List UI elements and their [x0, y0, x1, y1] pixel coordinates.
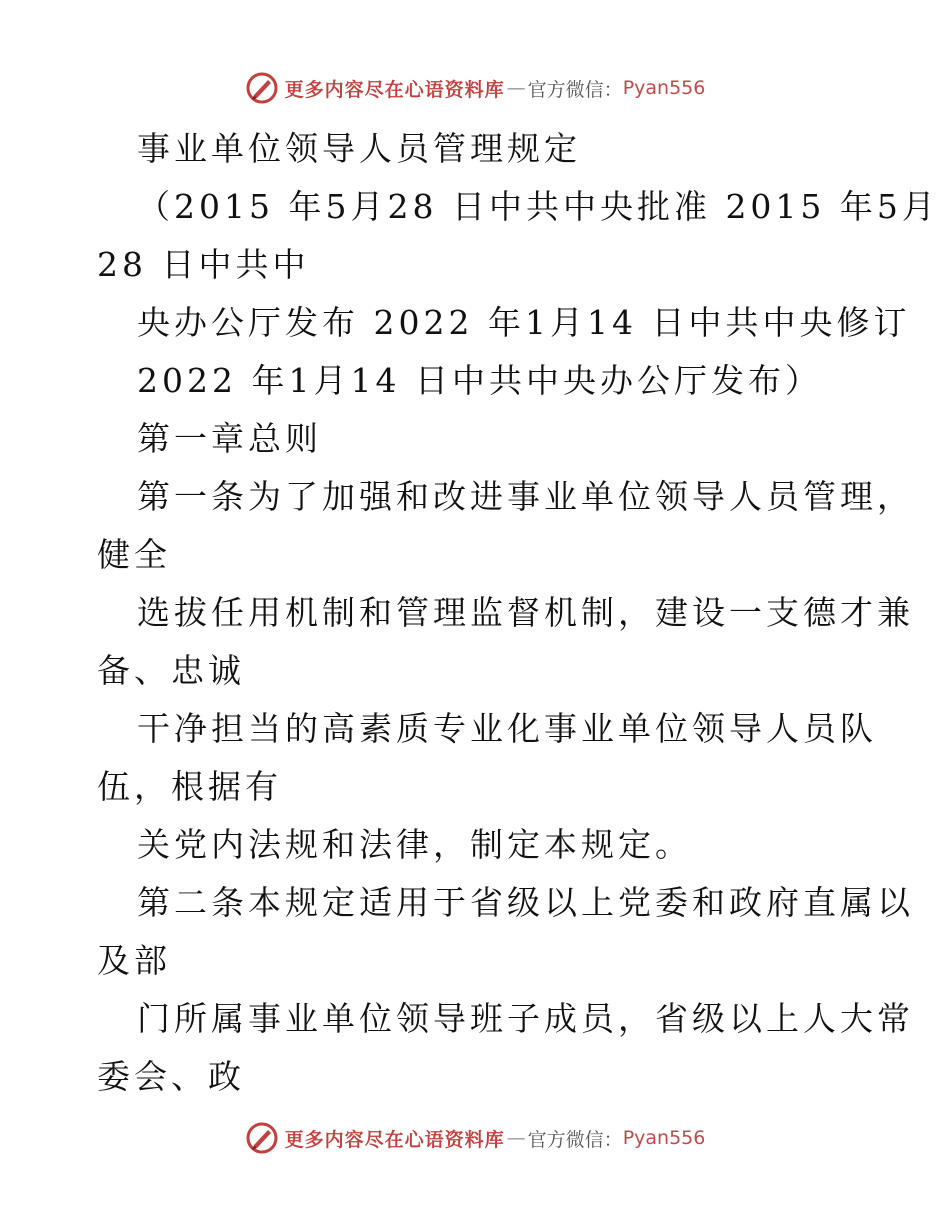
paragraph-line: 28 日中共中: [97, 245, 310, 284]
pen-logo-icon: [245, 1121, 279, 1155]
paragraph-line: 健全: [97, 535, 171, 574]
paragraph-line: 干净担当的高素质专业化事业单位领导人员队: [137, 709, 877, 748]
pen-logo-icon: [245, 71, 279, 105]
document-body: [97, 120, 939, 1106]
chapter-heading: 第一章总则: [137, 419, 322, 458]
paragraph-line: （2015 年5月28 日中共中央批准 2015 年5月: [137, 187, 939, 226]
banner-official-label: 官方微信：: [527, 78, 623, 101]
footer-watermark-banner: [0, 1118, 950, 1158]
header-watermark-banner: [0, 68, 950, 108]
paragraph-line: 选拔任用机制和管理监督机制，建设一支德才兼: [137, 593, 914, 632]
banner-separator: —: [506, 1127, 526, 1149]
document-title: 事业单位领导人员管理规定: [137, 129, 581, 168]
paragraph-line: 2022 年1月14 日中共中央办公厅发布）: [137, 361, 822, 400]
paragraph-line: 伍，根据有: [97, 767, 282, 806]
paragraph-line: 委会、政: [97, 1057, 245, 1096]
paragraph-line: 及部: [97, 941, 171, 980]
banner-separator: —: [506, 77, 526, 99]
banner-official-label: 官方微信：: [527, 1128, 623, 1151]
paragraph-line: 第一条为了加强和改进事业单位领导人员管理，: [137, 477, 914, 516]
paragraph-line: 门所属事业单位领导班子成员，省级以上人大常: [137, 999, 914, 1038]
paragraph-line: 第二条本规定适用于省级以上党委和政府直属以: [137, 883, 914, 922]
banner-main-text: 更多内容尽在心语资料库: [284, 78, 505, 101]
banner-wechat-id: Pyan556: [622, 1127, 706, 1149]
paragraph-line: 央办公厅发布 2022 年1月14 日中共中央修订: [137, 303, 911, 342]
paragraph-line: 备、忠诚: [97, 651, 245, 690]
banner-wechat-id: Pyan556: [622, 77, 706, 99]
paragraph-line: 关党内法规和法律，制定本规定。: [137, 825, 692, 864]
banner-main-text: 更多内容尽在心语资料库: [284, 1128, 505, 1151]
